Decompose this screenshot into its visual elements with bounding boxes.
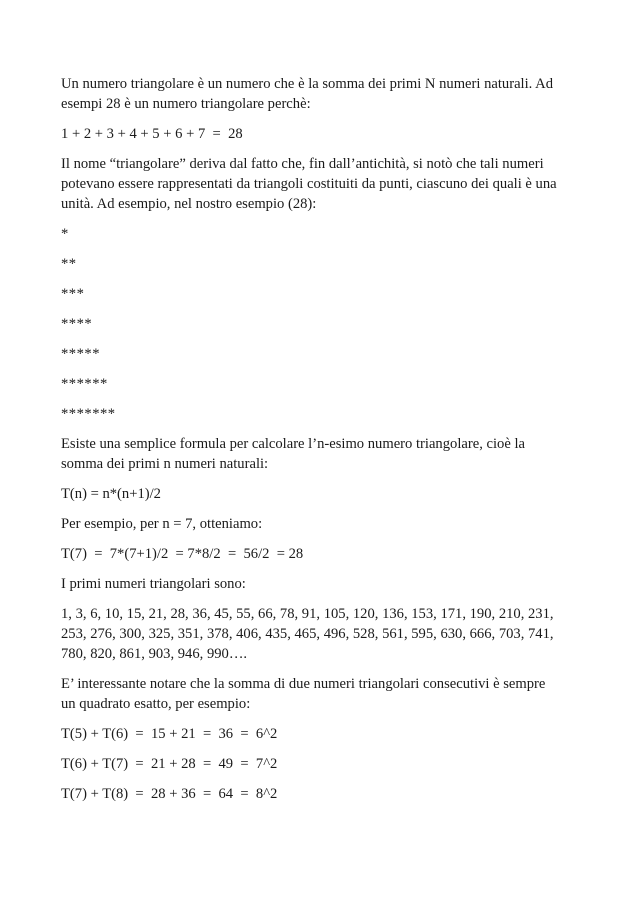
intro-line: Un numero triangolare è un numero che è la somma dei primi N numeri naturali. Ad (61, 76, 553, 92)
square-intro-paragraph (61, 674, 581, 714)
triangular-numbers-list (61, 604, 581, 664)
formula-text: T(n) = n*(n+1)/2 (61, 486, 161, 502)
square-example (61, 754, 581, 774)
list-line: 780, 820, 861, 903, 946, 990…. (61, 646, 248, 662)
square-example (61, 724, 581, 744)
sum-example-text: 1 + 2 + 3 + 4 + 5 + 6 + 7 = 28 (61, 126, 243, 142)
triangle-row: **** (61, 316, 93, 332)
example-calc (61, 544, 581, 564)
sum-example (61, 124, 581, 144)
list-intro-text: I primi numeri triangolari sono: (61, 576, 246, 592)
intro-line: esempi 28 è un numero triangolare perchè: (61, 96, 311, 112)
list-line: 253, 276, 300, 325, 351, 378, 406, 435, 465, 496, 528, 561, 595, 630, 666, 703, 741, (61, 626, 554, 642)
example-intro (61, 514, 581, 534)
square-example-text: T(7) + T(8) = 28 + 36 = 64 = 8^2 (61, 786, 278, 802)
triangle-row: ***** (61, 346, 100, 362)
example-calc-text: T(7) = 7*(7+1)/2 = 7*8/2 = 56/2 = 28 (61, 546, 304, 562)
square-example (61, 784, 581, 804)
square-example-text: T(5) + T(6) = 15 + 21 = 36 = 6^2 (61, 726, 278, 742)
triangle-row: ****** (61, 376, 108, 392)
square-intro-line: E’ interessante notare che la somma di due numeri triangolari consecutivi è sempre (61, 676, 546, 692)
formula-intro-line: somma dei primi n numeri naturali: (61, 456, 269, 472)
list-intro (61, 574, 581, 594)
triangle-row: ** (61, 256, 77, 272)
name-line: Il nome “triangolare” deriva dal fatto che, fin dall’antichità, si notò che tali numeri (61, 156, 544, 172)
formula-intro-paragraph (61, 434, 581, 474)
list-line: 1, 3, 6, 10, 15, 21, 28, 36, 45, 55, 66, 78, 91, 105, 120, 136, 153, 171, 190, 210, 231, (61, 606, 554, 622)
triangle-row: ******* (61, 406, 116, 422)
square-example-text: T(6) + T(7) = 21 + 28 = 49 = 7^2 (61, 756, 278, 772)
triangle-row: * (61, 226, 69, 242)
formula-intro-line: Esiste una semplice formula per calcolare l’n-esimo numero triangolare, cioè la (61, 436, 525, 452)
intro-paragraph (61, 74, 581, 114)
example-intro-text: Per esempio, per n = 7, otteniamo: (61, 516, 263, 532)
name-line: potevano essere rappresentati da triangoli costituiti da punti, ciascuno dei quali è una (61, 176, 557, 192)
name-line: unità. Ad esempio, nel nostro esempio (28): (61, 196, 317, 212)
square-intro-line: un quadrato esatto, per esempio: (61, 696, 251, 712)
formula (61, 484, 581, 504)
name-paragraph (61, 154, 581, 214)
document-body (61, 74, 581, 814)
triangle-row: *** (61, 286, 85, 302)
